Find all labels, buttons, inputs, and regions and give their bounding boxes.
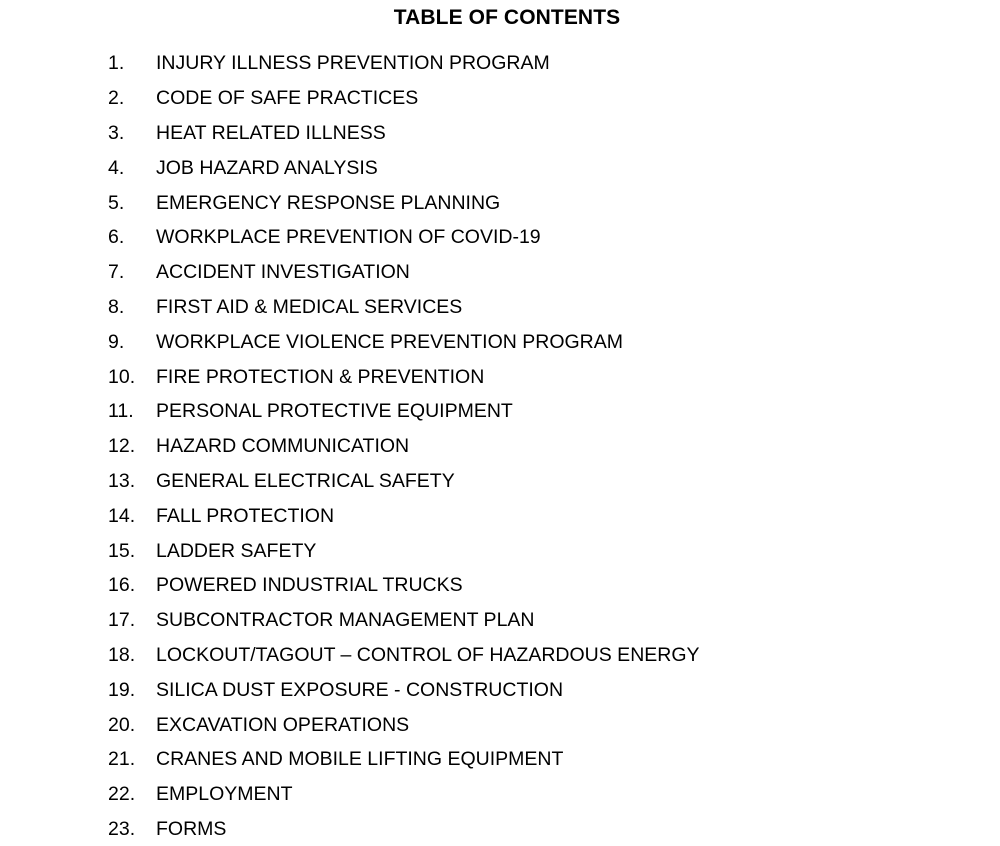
toc-entry-label: INJURY ILLNESS PREVENTION PROGRAM <box>156 52 550 75</box>
toc-entry-number: 7. <box>108 261 125 284</box>
toc-entry-label: EXCAVATION OPERATIONS <box>156 713 410 736</box>
toc-entry-label: FIRST AID & MEDICAL SERVICES <box>156 295 463 318</box>
toc-entry <box>108 220 700 255</box>
toc-entry <box>108 707 700 742</box>
toc-entry-number: 10. <box>108 365 136 388</box>
toc-entry-label: HEAT RELATED ILLNESS <box>156 121 386 144</box>
toc-entry-number: 23. <box>108 817 136 840</box>
toc-entry-number: 11. <box>108 400 134 423</box>
toc-entry-number: 18. <box>108 643 136 666</box>
toc-entry-number: 20. <box>108 713 136 736</box>
toc-entry <box>108 290 700 325</box>
toc-entry-number: 15. <box>108 539 136 562</box>
toc-entry <box>108 46 700 81</box>
toc-entry <box>108 498 700 533</box>
page-title: TABLE OF CONTENTS <box>393 6 621 29</box>
toc-entry-label: PERSONAL PROTECTIVE EQUIPMENT <box>156 400 513 423</box>
toc-entry <box>108 603 700 638</box>
toc-entry-label: CRANES AND MOBILE LIFTING EQUIPMENT <box>156 748 564 771</box>
toc-entry-number: 14. <box>108 504 136 527</box>
toc-entry <box>108 185 700 220</box>
toc-entry-number: 4. <box>108 156 125 179</box>
toc-entry <box>108 568 700 603</box>
toc-entry-label: EMERGENCY RESPONSE PLANNING <box>156 191 501 214</box>
toc-entry-label: SUBCONTRACTOR MANAGEMENT PLAN <box>156 609 535 632</box>
toc-entry-label: FIRE PROTECTION & PREVENTION <box>156 365 485 388</box>
toc-entry-number: 17. <box>108 609 136 632</box>
toc-entry <box>108 742 700 777</box>
toc-entry-label: CODE OF SAFE PRACTICES <box>156 87 419 110</box>
toc-entry <box>108 81 700 116</box>
toc-entry-number: 22. <box>108 783 136 806</box>
toc-entry <box>108 394 700 429</box>
toc-entry-label: WORKPLACE VIOLENCE PREVENTION PROGRAM <box>156 330 624 353</box>
toc-entry-number: 5. <box>108 191 125 214</box>
toc-entry-number: 2. <box>108 87 125 110</box>
toc-entry-number: 21. <box>108 748 136 771</box>
toc-entry-number: 16. <box>108 574 136 597</box>
toc-entry <box>108 777 700 812</box>
toc-entry-label: WORKPLACE PREVENTION OF COVID-19 <box>156 226 541 249</box>
toc-entry-label: FALL PROTECTION <box>156 504 335 527</box>
toc-entry <box>108 255 700 290</box>
toc-entry-label: JOB HAZARD ANALYSIS <box>156 156 378 179</box>
toc-entry-label: POWERED INDUSTRIAL TRUCKS <box>156 574 463 597</box>
toc-entry <box>108 812 700 846</box>
toc-entry-label: LADDER SAFETY <box>156 539 317 562</box>
toc-entry-label: EMPLOYMENT <box>156 783 293 806</box>
toc-entry <box>108 533 700 568</box>
toc-entry <box>108 672 700 707</box>
toc-entry <box>108 429 700 464</box>
toc-entry-number: 1. <box>108 52 125 75</box>
toc-entry-label: ACCIDENT INVESTIGATION <box>156 261 410 284</box>
toc-entry-number: 3. <box>108 121 125 144</box>
toc-entry-label: GENERAL ELECTRICAL SAFETY <box>156 469 455 492</box>
table-of-contents-list <box>108 46 700 846</box>
toc-entry-label: LOCKOUT/TAGOUT – CONTROL OF HAZARDOUS ENERGY <box>156 643 700 666</box>
toc-entry <box>108 359 700 394</box>
toc-entry-number: 12. <box>108 435 136 458</box>
toc-entry-number: 8. <box>108 295 125 318</box>
toc-entry <box>108 638 700 673</box>
toc-entry <box>108 116 700 151</box>
toc-entry <box>108 464 700 499</box>
toc-entry-number: 19. <box>108 678 136 701</box>
toc-entry <box>108 150 700 185</box>
toc-entry-number: 6. <box>108 226 125 249</box>
toc-entry <box>108 324 700 359</box>
toc-entry-number: 13. <box>108 469 136 492</box>
toc-entry-label: FORMS <box>156 817 227 840</box>
toc-entry-label: HAZARD COMMUNICATION <box>156 435 410 458</box>
toc-entry-number: 9. <box>108 330 125 353</box>
toc-entry-label: SILICA DUST EXPOSURE - CONSTRUCTION <box>156 678 564 701</box>
